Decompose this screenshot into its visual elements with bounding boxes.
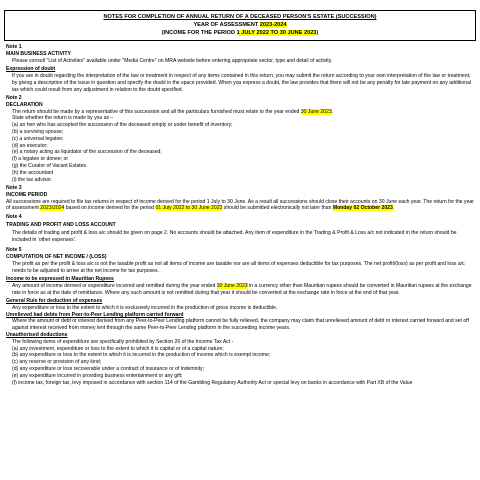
unauthorised-item: (e) any expenditure incurred in providing business entertainment or any gift; — [12, 372, 183, 379]
year-of-assessment — [7, 21, 473, 29]
declaration-item: (d) an executor; — [12, 142, 48, 149]
note2-text-b: . — [331, 108, 334, 115]
document-page — [4, 0, 476, 480]
note5-text: The profit as per the profit & loss a/c is not the taxable profit as not all items of income are taxable nor are all items of expenses deductible for tax purposes. The net profit/(loss) as per profit and loss a/c needs to be adjusted to arrive at the net income for tax purposes. — [12, 260, 465, 274]
year-prefix: YEAR OF ASSESSMENT — [193, 22, 260, 29]
note1-number: Note 1 — [6, 44, 22, 51]
declaration-item: (b) a surviving spouse; — [12, 128, 64, 135]
note2-state: State whether the return is made by you as – — [12, 115, 114, 122]
year-value: 2023-2024 — [259, 22, 287, 29]
unauthorised-item: (c) any reserve or provision of any kind; — [12, 359, 102, 366]
p2p-text: Where the amount of debt or interest derived from any Peer-to-Peer Lending platform cannot be fully relieved, the company may claim that unrelieved amount of debt or interest carried forward and set off against interest received from money lent through the same Peer-to-Peer Lending platform in the succeeding income years. — [12, 318, 469, 332]
note5-number: Note 5 — [6, 247, 22, 254]
unauthorised-item: (b) any expenditure or loss to the extent to which it is incurred in the production of income which is exempt income; — [12, 352, 271, 359]
note2-number: Note 2 — [6, 94, 22, 101]
note2-text-a: The return should be made by a representative of this succession and all the particulars furnished must relate to the year ended — [12, 108, 301, 115]
rupees-text-b: in a currency other than Mauritian rupees should be converted in Mauritian rupees at the exchange rate in force as at the date of remittance. Where any such amount is not remitted during that year it should be converted at the exchange rate in force at the end of that year. — [12, 282, 472, 296]
declaration-item: (i) the tax advisor — [12, 176, 52, 183]
unauthorised-intro: The following items of expenditure are specifically prohibited by Section 26 of the Income Tax Act - — [12, 338, 234, 345]
declaration-item: (f) a legatee or donee; or — [12, 156, 69, 163]
unauthorised-item: (f) income tax, foreign tax, levy imposed in accordance with section 114 of the Gambling Regulatory Authority Act or special levy on banks in accordance with Part XB of the Value — [12, 379, 413, 386]
note1-text: Please consult "List of Activities" available under "Media Centre" on MRA website before entering appropriate sector, type and detail of activity. — [12, 57, 333, 64]
doubt-heading: Expression of doubt — [6, 66, 56, 73]
income-period — [7, 29, 473, 37]
rupees-date: 30 June 2023 — [216, 282, 248, 289]
note3-year-hl: 2023/2024 — [40, 205, 65, 212]
note3-t4: . — [392, 205, 395, 212]
period-suffix: ) — [316, 30, 319, 37]
general-rule-text: Any expenditure or loss to the extent to which it is exclusively incurred in the production of gross income is deductible. — [12, 304, 278, 311]
note2-date: 30 June 2023 — [300, 108, 332, 115]
unauthorised-heading: Unauthorised deductions — [6, 332, 68, 339]
declaration-item: (e) a notary acting as liquidator of the succession of the deceased; — [12, 149, 162, 156]
rupees-text — [6, 283, 474, 297]
note3-period-hl: 01 July 2022 to 30 June 2023 — [155, 205, 223, 212]
declaration-item: (g) the Curator of Vacant Estates. — [12, 162, 88, 169]
doubt-text: If you are in doubt regarding the interpretation of the law or treatment in respect of any items contained in this return, you may submit the return according to your own interpretation of the law or treatment, by giving a description of the issue in question and specify the doubt in the space provided. When you express a doubt, the law provides that there will not be any penalty for late payment on any additional tax which could result from any adjustment in relation to the doubt specified. — [12, 72, 472, 93]
note2-heading: DECLARATION — [6, 101, 43, 108]
general-rule-heading: General Rule for deduction of expenses — [6, 298, 103, 305]
note4-heading: TRADING AND PROFIT AND LOSS ACCOUNT — [6, 222, 116, 229]
note2-text — [6, 109, 474, 116]
note3-heading: INCOME PERIOD — [6, 191, 48, 198]
p2p-heading: Unrelieved bad debts from Peer-to-Peer Lending platform carried forward — [6, 311, 184, 318]
rupees-text-a: Any amount of income derived or expenditure incurred and remitted during the year ended — [12, 282, 217, 289]
declaration-item: (c) a universal legatee; — [12, 135, 64, 142]
note4-text: The details of trading and profit & loss a/c should be given on page 2. No accounts should be attached. Any item of expenditure in the Trading & Profit & Loss a/c not indicated in the return should be included in ‘other expenses’. — [12, 230, 457, 244]
unauthorised-item: (a) any investment, expenditure or loss to the extent to which it is capital or of a capital nature; — [12, 345, 224, 352]
header-box — [4, 10, 476, 41]
period-prefix: (INCOME FOR THE PERIOD — [161, 30, 237, 37]
note3-t2: based on income derived for the period — [64, 205, 156, 212]
note3-text — [6, 199, 474, 213]
note3-number: Note 3 — [6, 184, 22, 191]
note1-heading: MAIN BUSINESS ACTIVITY — [6, 51, 71, 57]
note5-heading: COMPUTATION OF NET INCOME / (LOSS) — [6, 254, 107, 261]
note3-t1: All successions are required to file tax returns in respect of income derived for the period 1 July to 30 June. As a result all successions should close their accounts on 30 June each year. The return for the year of assessment — [6, 198, 474, 212]
unauthorised-list — [6, 346, 474, 387]
unauthorised-item: (d) any expenditure or loss recoverable under a contract of insurance or of indemnity; — [12, 366, 204, 372]
note4-number: Note 4 — [6, 213, 22, 220]
declaration-item: (h) the accountant — [12, 169, 54, 176]
declaration-item: (a) an heir who has accepted the succession of the deceased simply or under benefit of inventory; — [12, 122, 233, 129]
rupees-heading: Income to be expressed in Mauritian Rupees — [6, 276, 114, 283]
notes-content — [4, 41, 476, 387]
declaration-list — [6, 122, 474, 183]
note3-deadline-hl: Monday 02 October 2023 — [332, 205, 393, 212]
period-value: 1 JULY 2022 TO 30 JUNE 2023 — [236, 30, 317, 37]
document-title: NOTES FOR COMPLETION OF ANNUAL RETURN OF A DECEASED PERSON'S ESTATE (SUCCESSION) — [103, 14, 377, 20]
note3-t3: should be submitted electronically not later than — [222, 205, 333, 212]
